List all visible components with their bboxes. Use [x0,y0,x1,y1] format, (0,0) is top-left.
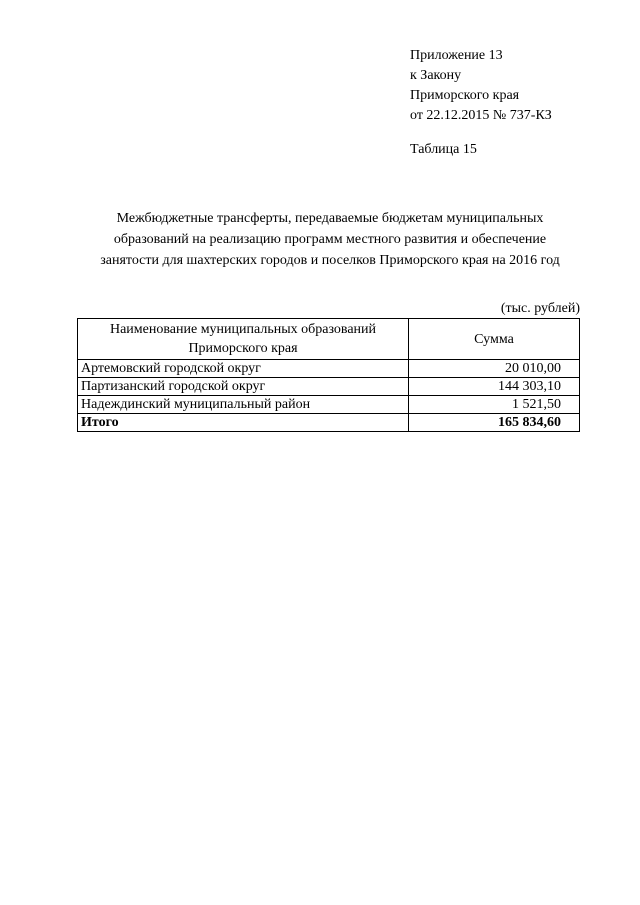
municipality-name: Артемовский городской округ [78,360,409,378]
municipality-name: Надеждинский муниципальный район [78,396,409,414]
header-name-cell [78,319,409,360]
appendix-line: Приморского края [410,88,520,103]
units-label: (тыс. рублей) [500,301,580,316]
title-line: Межбюджетные трансферты, передаваемые бюджетам муниципальных [116,211,544,226]
appendix-block [410,46,552,126]
transfers-table [77,318,580,432]
table-header-row [78,319,580,360]
table-row [78,378,580,396]
title-line: занятости для шахтерских городов и поселков Приморского края на 2016 год [100,253,560,268]
total-row [78,414,580,432]
total-sum: 165 834,60 [409,414,580,432]
header-sum-cell: Сумма [409,319,580,360]
total-label: Итого [78,414,409,432]
title-line: образований на реализацию программ местного развития и обеспечение [113,232,547,247]
header-name-line: Приморского края [188,341,298,356]
sum-value: 144 303,10 [409,378,580,396]
table-row [78,360,580,378]
document-title [60,208,600,271]
table-row [78,396,580,414]
appendix-line: от 22.12.2015 № 737-КЗ [410,108,552,123]
appendix-line: к Закону [410,68,462,83]
municipality-name: Партизанский городской округ [78,378,409,396]
appendix-line: Приложение 13 [410,48,503,63]
sum-value: 1 521,50 [409,396,580,414]
sum-value: 20 010,00 [409,360,580,378]
header-name-line: Наименование муниципальных образований [109,322,377,337]
table-number: Таблица 15 [410,142,477,157]
